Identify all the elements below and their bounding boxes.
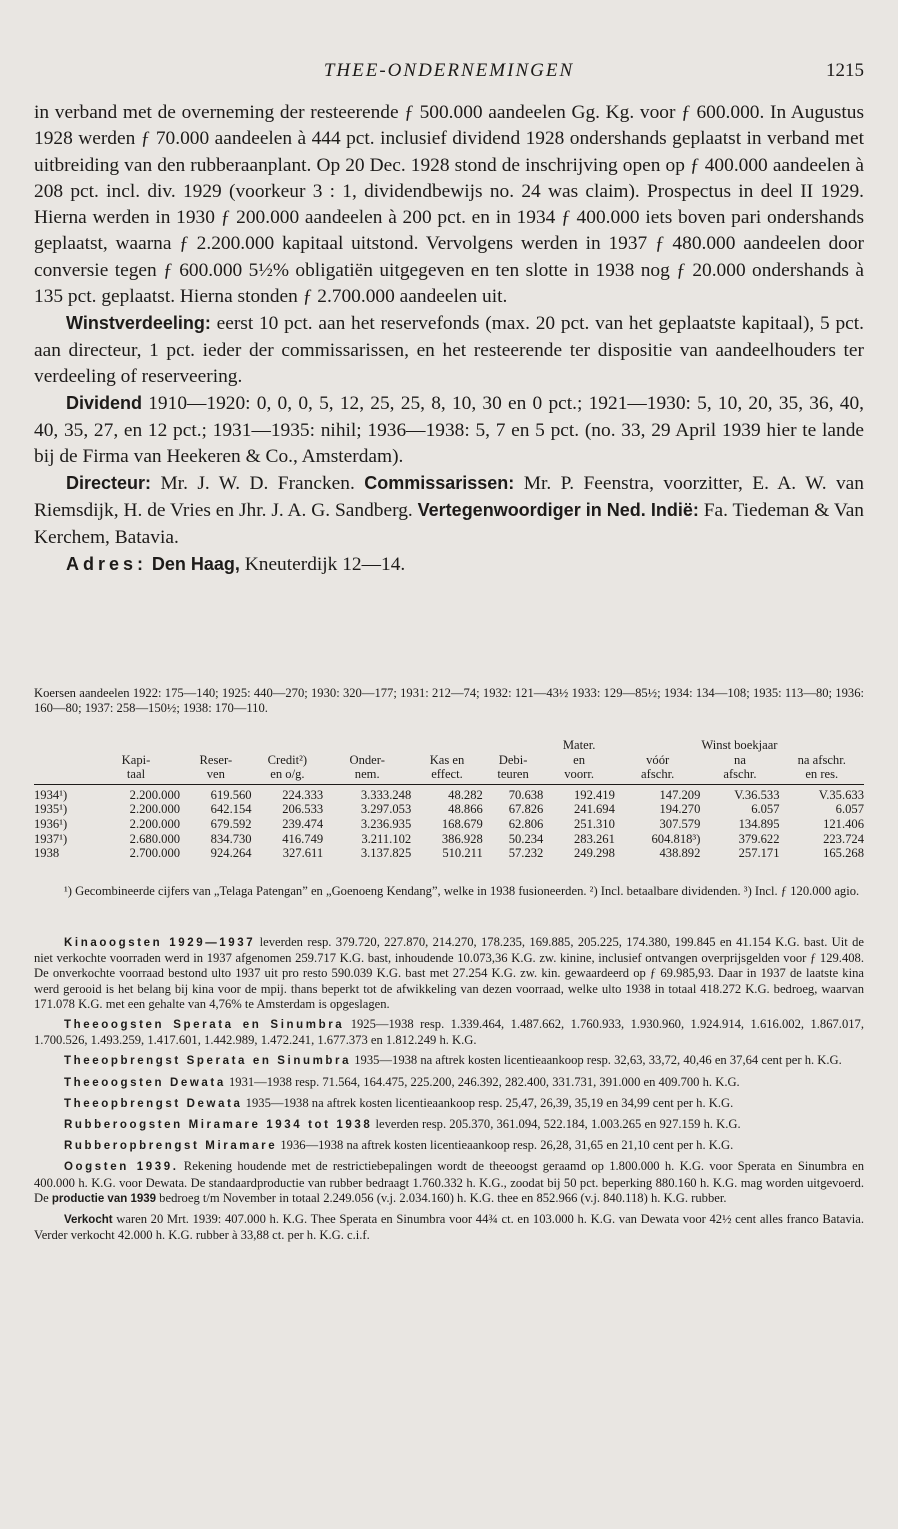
table-cell: 416.749 (282, 831, 324, 846)
col-header: voorr. (543, 767, 615, 784)
table-cell: 134.895 (738, 816, 780, 831)
table-cell: 3.236.935 (360, 816, 412, 831)
production-sections (34, 935, 864, 1243)
adres-city: Den Haag, (151, 554, 240, 575)
col-header: nem. (323, 767, 411, 784)
koersen-text: Koersen aandeelen 1922: 175—140; 1925: 440—270; 1930: 320—177; 1931: 212—74; 1932: 121—43½ 1933: 129—85½; 1934: 134—108; 1935: 113—80; 1936: 160—80; 1937: 258—150½; 1938: 170—110. (34, 686, 864, 716)
table-cell: 224.333 (282, 787, 324, 802)
table-cell: 6.057 (751, 802, 780, 817)
table-cell: 283.261 (573, 831, 615, 846)
col-header: effect. (411, 767, 483, 784)
table-cell: 223.724 (823, 831, 864, 846)
adres-paragraph (34, 551, 864, 578)
table-cell: 510.211 (442, 846, 483, 861)
dividend-text: 1910—1920: 0, 0, 0, 5, 12, 25, 25, 8, 10, 30 en 0 pct.; 1921—1930: 5, 10, 20, 35, 36, 40, 40, 35, 27, en 12 pct.; 1931—1935: nihil; 1936—1938: 5, 7 en 5 pct. (no. 33, 29 April 1939 hier te lande bij de Firma van Heekeren & Co., Amsterdam). (34, 393, 864, 467)
table-cell: 168.679 (441, 816, 483, 831)
table-cell: 604.818³) (651, 831, 701, 846)
table-cell: V.35.633 (818, 787, 864, 802)
thee-sperata-oogst-label: Theeoogsten Sperata en Sinumbra (64, 1019, 345, 1032)
thee-sperata-opbrengst-label: Theeopbrengst Sperata en Sinumbra (64, 1055, 352, 1068)
table-cell: 6.057 (835, 802, 864, 817)
col-header: en o/g. (252, 767, 324, 784)
col-header: afschr. (700, 767, 779, 784)
kina-label: Kinaoogsten 1929—1937 (64, 937, 256, 949)
table-cell: 2.200.000 (129, 787, 181, 802)
thee-dewata-opbrengst-text: 1935—1938 na aftrek kosten licentieaankoop resp. 25,47, 26,39, 35,19 en 34,99 cent per h. K.G. (242, 1095, 734, 1110)
table-cell: 249.298 (573, 846, 615, 861)
col-header: Onder- (349, 752, 385, 767)
table-cell: 3.137.825 (360, 846, 412, 861)
oogsten-1939-label: Oogsten 1939. (64, 1161, 179, 1174)
table-cell: 386.928 (441, 831, 483, 846)
table-cell: 438.892 (659, 846, 701, 861)
table-header-row-2 (34, 753, 864, 768)
table-cell: 327.611 (282, 846, 324, 861)
col-header: na (734, 752, 746, 767)
col-header: na afschr. (797, 752, 846, 767)
table-cell: 241.694 (573, 802, 615, 817)
rubber-oogst-paragraph (34, 1117, 864, 1133)
table-footnote-block (34, 884, 864, 899)
table-row (34, 784, 864, 802)
table-cell: 48.866 (448, 802, 483, 817)
oogsten-1939-text: Rekening houdende met de restrictiebepalingen wordt de theeoogst geraamd op 1.800.000 h. K.G. voor Sperata en Sinumbra en 400.000 h. K.G. voor Dewata. De standaardproductie van rubber bedraagt 1.760.332 h. K.G., zoodat bij 50 pct. beperking 880.160 h. K.G. mag worden uitgevoerd. De (34, 1159, 864, 1205)
table-cell: 1936¹) (34, 816, 68, 831)
table-cell: 1938 (34, 846, 60, 861)
page-number: 1215 (826, 60, 864, 81)
table-footnote: ¹) Gecombineerde cijfers van „Telaga Patengan” en „Goenoeng Kendang”, welke in 1938 fusioneerden. ²) Incl. betaalbare dividenden. ³) Incl. ƒ 120.000 agio. (64, 884, 860, 898)
verkocht-text: waren 20 Mrt. 1939: 407.000 h. K.G. Thee Sperata en Sinumbra voor 44¾ ct. en 103.000 h. K.G. van Dewata voor 42½ cent alles franco Batavia. Verder verkocht 42.000 h. K.G. rubber à 33,88 ct. per h. K.G. c.i.f. (34, 1212, 864, 1243)
table-row (34, 832, 864, 847)
thee-sperata-opbrengst-paragraph (34, 1053, 864, 1069)
table-cell: 3.297.053 (360, 802, 412, 817)
adres-text: Kneuterdijk 12—14. (239, 554, 406, 576)
winstverdeeling-text: eerst 10 pct. aan het reservefonds (max. 20 pct. van het geplaatste kapitaal), 5 pct. aan directeur, 1 pct. ieder der commissarissen, en het resteerende ter dispositie van aandeelhouders ter verdeeling of reserveering. (34, 313, 864, 387)
directie-paragraph (34, 470, 864, 551)
table-cell: 2.200.000 (129, 816, 181, 831)
table-cell: 2.680.000 (129, 831, 181, 846)
vertegenwoordiger-label: Vertegenwoordiger in Ned. Indië: (417, 500, 699, 521)
col-header: en res. (780, 767, 864, 784)
winstverdeeling-label: Winstverdeeling: (66, 313, 211, 334)
table-cell: 194.270 (659, 802, 701, 817)
rubber-oogst-label: Rubberoogsten Miramare 1934 tot 1938 (64, 1119, 373, 1132)
thee-dewata-oogst-paragraph (34, 1075, 864, 1091)
table-cell: 67.826 (508, 802, 544, 817)
col-header: Debi- (498, 752, 528, 767)
vertegenwoordiger-text: Fa. Tiedeman & Van Kerchem, Batavia. (34, 500, 865, 548)
table-cell: 379.622 (738, 831, 780, 846)
table-cell: 924.264 (210, 846, 252, 861)
table-cell: 147.209 (659, 787, 701, 802)
col-header: en (573, 752, 586, 767)
col-header: Kapi- (121, 752, 151, 767)
thee-sperata-opbrengst-text: 1935—1938 na aftrek kosten licentieaankoop resp. 32,63, 33,72, 40,46 en 37,64 cent per h. K.G. (351, 1053, 842, 1068)
commissarissen-label: Commissarissen: (364, 473, 515, 494)
table-cell: 1934¹) (34, 787, 68, 802)
table-header-row-3 (34, 767, 864, 784)
table-cell: 48.282 (448, 787, 483, 802)
kina-paragraph (34, 935, 864, 1012)
verkocht-label: Verkocht (64, 1214, 113, 1227)
thee-sperata-oogst-paragraph (34, 1017, 864, 1048)
oogsten-1939-paragraph (34, 1159, 864, 1207)
commissarissen-text: Mr. P. Feenstra, voorzitter, E. A. W. van Riemsdijk, H. de Vries en Jhr. J. A. G. Sandberg. (34, 473, 864, 522)
table-row (34, 817, 864, 832)
running-title: THEE-ONDERNEMINGEN (323, 60, 575, 81)
col-header-mater: Mater. (562, 738, 596, 752)
thee-dewata-opbrengst-label: Theeopbrengst Dewata (64, 1097, 243, 1110)
directeur-text: Mr. J. W. D. Francken. (151, 473, 365, 495)
col-header: teuren (483, 767, 544, 784)
table-cell: 3.333.248 (360, 787, 412, 802)
table-cell: 50.234 (508, 831, 544, 846)
financial-table (34, 738, 864, 861)
table-cell: 307.579 (659, 816, 701, 831)
rubber-opbrengst-paragraph (34, 1138, 864, 1154)
adres-label: Adres: (66, 554, 148, 575)
table-cell: 257.171 (738, 846, 780, 861)
table-cell: V.36.533 (734, 787, 780, 802)
rubber-opbrengst-label: Rubberopbrengst Miramare (64, 1140, 278, 1153)
rubber-opbrengst-text: 1936—1938 na aftrek kosten licentieaankoop resp. 26,28, 31,65 en 21,10 cent per h. K.G. (277, 1138, 734, 1153)
kina-text: leverden resp. 379.720, 227.870, 214.270, 178.235, 169.885, 205.225, 174.380, 199.845 en 41.154 K.G. bast. Uit de niet verkochte voorraden werd in 1937 afgenomen 259.717 K.G. bast, inhoudende 10.073,36 K.G. zw. kinine, inclusief ontvangen overprijsgelden voor ƒ 129.408. De onverkochte voorraad bestond ulto 1937 uit pro resto 590.039 K.G. bast met 27.254 K.G. zw. kin. gewaardeerd op ƒ 69.985,93. Daar in 1937 de laatste kina werd gerooid is het belang bij kina voor de mpij. thans beperkt tot de afwikkeling van dezen voorraad, welke ulto 1938 in totaal 418.272 K.G. bedroeg, waarvan 171.078 K.G. met een gehalte van 4,76% te Amsterdam is opgeslagen. (34, 935, 864, 1011)
directeur-label: Directeur: (66, 473, 152, 494)
capital-history-paragraph: in verband met de overneming der resteerende ƒ 500.000 aandeelen Gg. Kg. voor ƒ 600.000. In Augustus 1928 werden ƒ 70.000 aandeelen à 444 pct. inclusief dividend 1928 ondershands geplaatst in verband met uitbreiding van den rubberaanplant. Op 20 Dec. 1928 stond de inschrijving open op ƒ 400.000 aandeelen à 208 pct. incl. div. 1929 (voorkeur 3 : 1, dividendbewijs no. 24 was claim). Prospectus in deel II 1929. Hierna werden in 1930 ƒ 200.000 aandeelen à 200 pct. en in 1934 ƒ 400.000 iets boven pari ondershands geplaatst, waarna ƒ 2.200.000 kapitaal uitstond. Vervolgens werden in 1937 ƒ 480.000 aandeelen door conversie tegen ƒ 600.000 5½% obligatiën uitgegeven en ten slotte in 1938 nog ƒ 20.000 ondershands à 135 pct. geplaatst. Hierna stonden ƒ 2.700.000 aandeelen uit. (34, 102, 864, 308)
table-row (34, 846, 864, 861)
table-cell: 251.310 (573, 816, 615, 831)
table-cell: 642.154 (210, 802, 252, 817)
table-cell: 3.211.102 (361, 831, 412, 846)
thee-dewata-oogst-text: 1931—1938 resp. 71.564, 164.475, 225.200, 246.392, 282.400, 331.731, 391.000 en 409.700 h. K.G. (225, 1074, 740, 1089)
table-cell: 192.419 (573, 787, 615, 802)
table-header-row-1 (34, 738, 864, 753)
table-cell: 239.474 (282, 816, 324, 831)
table-cell: 619.560 (210, 787, 252, 802)
table-cell: 206.533 (282, 802, 324, 817)
group-header-winst: Winst boekjaar (701, 738, 778, 752)
col-header: Credit²) (267, 752, 308, 767)
table-row (34, 802, 864, 817)
table-cell: 1937¹) (34, 831, 68, 846)
table-cell: 679.592 (210, 816, 252, 831)
thee-dewata-opbrengst-paragraph (34, 1096, 864, 1112)
dividend-label: Dividend (66, 393, 143, 414)
main-text (34, 100, 864, 578)
table-cell: 834.730 (210, 831, 252, 846)
thee-sperata-oogst-text: 1925—1938 resp. 1.339.464, 1.487.662, 1.760.933, 1.930.960, 1.924.914, 1.616.002, 1.867.017, 1.700.526, 1.493.259, 1.417.601, 1.442.989, 1.472.241, 1.677.373 en 1.812.249 h. K.G. (34, 1017, 864, 1048)
table-cell: 121.406 (823, 816, 864, 831)
table-cell: 57.232 (508, 846, 544, 861)
productie-1939-label: productie van 1939 (51, 1192, 157, 1205)
col-header: afschr. (615, 767, 701, 784)
winstverdeeling-paragraph (34, 310, 864, 390)
col-header: taal (92, 767, 180, 784)
table-cell: 1935¹) (34, 802, 68, 817)
oogsten-1939-text-2: bedroeg t/m November in totaal 2.249.056 (v.j. 2.034.160) h. K.G. thee en 852.966 (v.j. 840.118) h. K.G. rubber. (156, 1190, 727, 1205)
col-header: Reser- (199, 752, 233, 767)
table-cell: 2.700.000 (129, 846, 181, 861)
rubber-oogst-text: leverden resp. 205.370, 361.094, 522.184, 1.003.265 en 927.159 h. K.G. (372, 1117, 741, 1132)
verkocht-paragraph (34, 1212, 864, 1243)
table-cell: 165.268 (823, 846, 864, 861)
col-header: vóór (646, 752, 670, 767)
thee-dewata-oogst-label: Theeoogsten Dewata (64, 1076, 226, 1089)
table-cell: 2.200.000 (129, 802, 181, 817)
table-cell: 62.806 (508, 816, 544, 831)
table-cell: 70.638 (508, 787, 544, 802)
col-header: ven (180, 767, 252, 784)
page-header (0, 60, 898, 88)
dividend-paragraph (34, 390, 864, 470)
col-header: Kas en (429, 752, 465, 767)
koersen-block (34, 686, 864, 716)
